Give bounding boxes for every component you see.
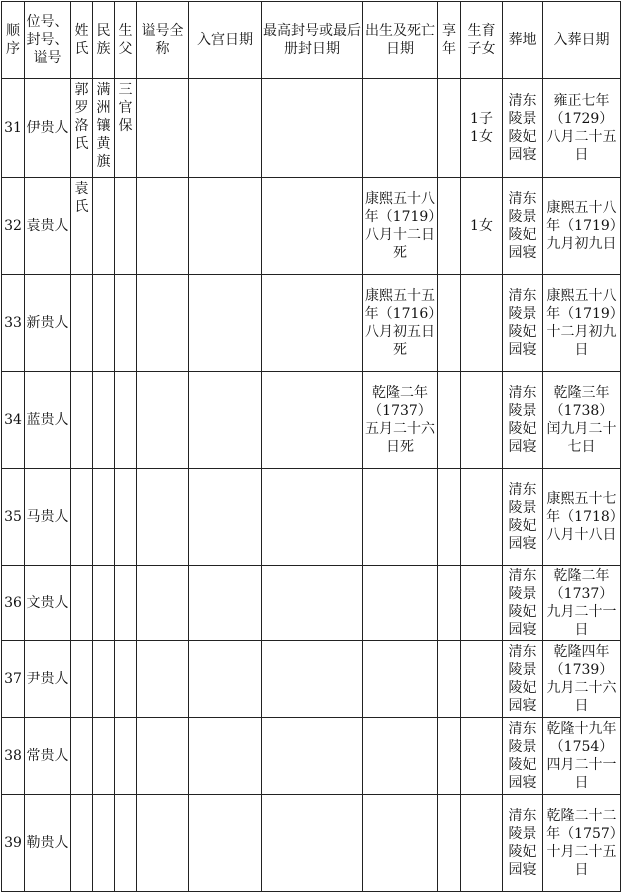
table-row bbox=[2, 718, 621, 795]
table-row bbox=[2, 469, 621, 566]
cell-burial-date: 乾隆十九年（1754）四月二十一日 bbox=[543, 718, 621, 795]
cell-burial-date: 乾隆三年（1738）闰九月二十七日 bbox=[543, 372, 621, 469]
cell-highest bbox=[262, 566, 363, 641]
cell-surname bbox=[71, 469, 93, 566]
header-title: 位号、封号、谥号 bbox=[25, 2, 71, 79]
cell-birth-death bbox=[363, 641, 438, 718]
cell-burial: 清东陵景陵妃园寝 bbox=[503, 718, 543, 795]
header-birth-death: 出生及死亡日期 bbox=[363, 2, 438, 79]
cell-highest bbox=[262, 372, 363, 469]
header-father: 生父 bbox=[115, 2, 137, 79]
cell-children bbox=[461, 795, 503, 892]
header-burial-date: 入葬日期 bbox=[543, 2, 621, 79]
cell-ethnicity bbox=[93, 641, 115, 718]
cell-burial-date: 康熙五十七年（1718）八月十八日 bbox=[543, 469, 621, 566]
cell-highest bbox=[262, 79, 363, 178]
header-seq: 顺序 bbox=[2, 2, 25, 79]
cell-ethnicity bbox=[93, 718, 115, 795]
header-surname: 姓氏 bbox=[71, 2, 93, 79]
cell-birth-death bbox=[363, 795, 438, 892]
cell-burial: 清东陵景陵妃园寝 bbox=[503, 275, 543, 372]
cell-title: 新贵人 bbox=[25, 275, 71, 372]
cell-ethnicity bbox=[93, 566, 115, 641]
cell-title: 马贵人 bbox=[25, 469, 71, 566]
cell-burial-date: 康熙五十八年（1719）九月初九日 bbox=[543, 178, 621, 275]
cell-seq: 34 bbox=[2, 372, 25, 469]
cell-seq: 31 bbox=[2, 79, 25, 178]
cell-age bbox=[438, 795, 461, 892]
cell-entered bbox=[189, 469, 262, 566]
cell-ethnicity bbox=[93, 275, 115, 372]
cell-ethnicity bbox=[93, 372, 115, 469]
cell-children: 1子 1女 bbox=[461, 79, 503, 178]
cell-children: 1女 bbox=[461, 178, 503, 275]
cell-title: 勒贵人 bbox=[25, 795, 71, 892]
cell-seq: 39 bbox=[2, 795, 25, 892]
cell-burial: 清东陵景陵妃园寝 bbox=[503, 79, 543, 178]
cell-entered bbox=[189, 718, 262, 795]
cell-title: 尹贵人 bbox=[25, 641, 71, 718]
cell-age bbox=[438, 566, 461, 641]
header-row bbox=[2, 2, 621, 79]
header-age: 享年 bbox=[438, 2, 461, 79]
cell-burial-date: 乾隆二年（1737）九月二十一日 bbox=[543, 566, 621, 641]
cell-highest bbox=[262, 469, 363, 566]
cell-father bbox=[115, 275, 137, 372]
cell-surname bbox=[71, 641, 93, 718]
cell-highest bbox=[262, 718, 363, 795]
cell-age bbox=[438, 469, 461, 566]
cell-seq: 36 bbox=[2, 566, 25, 641]
cell-burial: 清东陵景陵妃园寝 bbox=[503, 178, 543, 275]
cell-children bbox=[461, 641, 503, 718]
cell-burial: 清东陵景陵妃园寝 bbox=[503, 795, 543, 892]
cell-seq: 38 bbox=[2, 718, 25, 795]
header-posthumous: 谥号全称 bbox=[137, 2, 189, 79]
cell-highest bbox=[262, 795, 363, 892]
header-ethnicity: 民族 bbox=[93, 2, 115, 79]
table-row bbox=[2, 641, 621, 718]
cell-ethnicity bbox=[93, 469, 115, 566]
cell-burial-date: 乾隆二十二年（1757）十月二十五日 bbox=[543, 795, 621, 892]
cell-posthumous bbox=[137, 718, 189, 795]
cell-posthumous bbox=[137, 178, 189, 275]
cell-entered bbox=[189, 178, 262, 275]
header-entered: 入宫日期 bbox=[189, 2, 262, 79]
cell-surname bbox=[71, 372, 93, 469]
cell-title: 文贵人 bbox=[25, 566, 71, 641]
header-children: 生育子女 bbox=[461, 2, 503, 79]
cell-entered bbox=[189, 795, 262, 892]
cell-seq: 37 bbox=[2, 641, 25, 718]
table-row bbox=[2, 178, 621, 275]
cell-age bbox=[438, 178, 461, 275]
cell-ethnicity bbox=[93, 178, 115, 275]
cell-posthumous bbox=[137, 566, 189, 641]
cell-entered bbox=[189, 641, 262, 718]
cell-age bbox=[438, 275, 461, 372]
cell-burial-date: 康熙五十八年（1719）十二月初九日 bbox=[543, 275, 621, 372]
cell-posthumous bbox=[137, 641, 189, 718]
cell-burial: 清东陵景陵妃园寝 bbox=[503, 641, 543, 718]
table-row bbox=[2, 372, 621, 469]
cell-birth-death bbox=[363, 469, 438, 566]
cell-surname bbox=[71, 275, 93, 372]
cell-father bbox=[115, 372, 137, 469]
cell-father: 三官保 bbox=[115, 79, 137, 178]
cell-entered bbox=[189, 79, 262, 178]
cell-age bbox=[438, 372, 461, 469]
cell-children bbox=[461, 469, 503, 566]
table-row bbox=[2, 79, 621, 178]
cell-posthumous bbox=[137, 275, 189, 372]
cell-entered bbox=[189, 275, 262, 372]
cell-surname: 郭罗洛氏 bbox=[71, 79, 93, 178]
cell-burial: 清东陵景陵妃园寝 bbox=[503, 372, 543, 469]
cell-birth-death: 乾隆二年（1737）五月二十六日死 bbox=[363, 372, 438, 469]
cell-surname bbox=[71, 566, 93, 641]
cell-father bbox=[115, 178, 137, 275]
cell-posthumous bbox=[137, 372, 189, 469]
cell-posthumous bbox=[137, 795, 189, 892]
cell-surname bbox=[71, 718, 93, 795]
cell-age bbox=[438, 79, 461, 178]
cell-seq: 35 bbox=[2, 469, 25, 566]
cell-title: 蓝贵人 bbox=[25, 372, 71, 469]
table-row bbox=[2, 795, 621, 892]
cell-father bbox=[115, 718, 137, 795]
cell-posthumous bbox=[137, 79, 189, 178]
table-row bbox=[2, 566, 621, 641]
cell-surname: 袁氏 bbox=[71, 178, 93, 275]
cell-burial-date: 雍正七年（1729）八月二十五日 bbox=[543, 79, 621, 178]
header-highest: 最高封号或最后册封日期 bbox=[262, 2, 363, 79]
cell-children bbox=[461, 718, 503, 795]
cell-birth-death: 康熙五十八年（1719）八月十二日死 bbox=[363, 178, 438, 275]
cell-ethnicity bbox=[93, 795, 115, 892]
cell-seq: 32 bbox=[2, 178, 25, 275]
cell-title: 常贵人 bbox=[25, 718, 71, 795]
cell-title: 袁贵人 bbox=[25, 178, 71, 275]
cell-entered bbox=[189, 372, 262, 469]
cell-title: 伊贵人 bbox=[25, 79, 71, 178]
cell-burial-date: 乾隆四年（1739）九月二十六日 bbox=[543, 641, 621, 718]
cell-father bbox=[115, 641, 137, 718]
cell-age bbox=[438, 641, 461, 718]
consorts-table bbox=[1, 1, 621, 892]
table-row bbox=[2, 275, 621, 372]
cell-birth-death: 康熙五十五年（1716）八月初五日死 bbox=[363, 275, 438, 372]
cell-posthumous bbox=[137, 469, 189, 566]
cell-burial: 清东陵景陵妃园寝 bbox=[503, 469, 543, 566]
cell-children bbox=[461, 372, 503, 469]
cell-birth-death bbox=[363, 566, 438, 641]
cell-ethnicity: 满洲镶黄旗 bbox=[93, 79, 115, 178]
cell-children bbox=[461, 275, 503, 372]
cell-birth-death bbox=[363, 79, 438, 178]
cell-children bbox=[461, 566, 503, 641]
cell-burial: 清东陵景陵妃园寝 bbox=[503, 566, 543, 641]
cell-entered bbox=[189, 566, 262, 641]
cell-highest bbox=[262, 178, 363, 275]
header-burial: 葬地 bbox=[503, 2, 543, 79]
cell-father bbox=[115, 795, 137, 892]
cell-age bbox=[438, 718, 461, 795]
cell-seq: 33 bbox=[2, 275, 25, 372]
cell-birth-death bbox=[363, 718, 438, 795]
cell-highest bbox=[262, 275, 363, 372]
cell-father bbox=[115, 469, 137, 566]
cell-surname bbox=[71, 795, 93, 892]
cell-highest bbox=[262, 641, 363, 718]
cell-father bbox=[115, 566, 137, 641]
